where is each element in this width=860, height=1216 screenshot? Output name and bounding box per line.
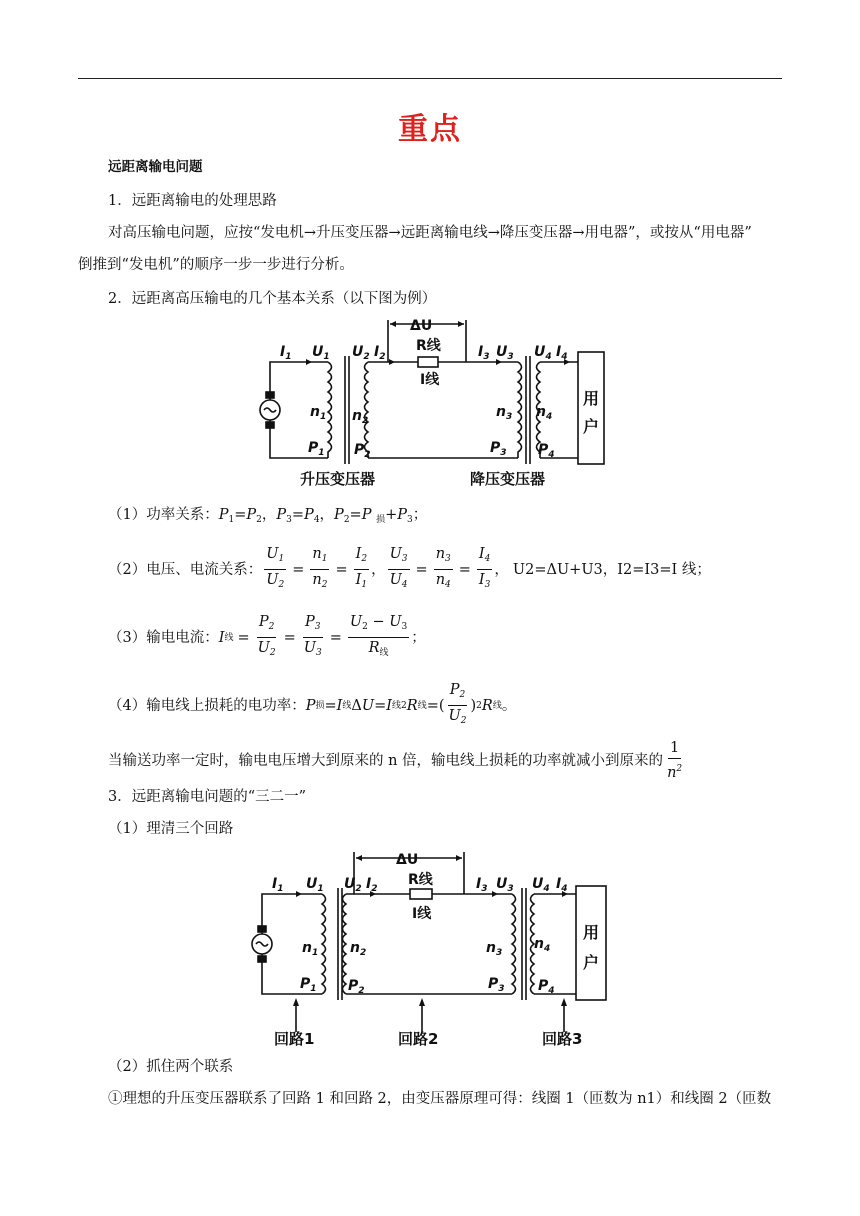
user-label-bottom: 户 [583,417,600,436]
svg-text:P4: $P_4$ [538,978,555,996]
svg-text:U3: $U_3$ [496,344,514,362]
loops-diagram [250,848,620,1048]
item3-heading: 3．远距离输电问题的“三二一” [108,789,307,805]
svg-text:U2: $U_2$ [352,344,370,362]
power-loss: （4）输电线上损耗的电功率： P 损 = I 线 Δ U = I 线 2 R 线 =( $\frac{P_2}{U_2}$ ) 2 R 线 。 [108,682,517,726]
item3-sub2: （2）抓住两个联系 [108,1059,234,1075]
transmission-diagram [250,316,610,492]
svg-text:n2: $n_2$ [352,408,369,426]
step-up-label: 升压变压器 [300,470,376,488]
loop-label-1: 回路1 [274,1030,315,1048]
svg-text:U3: $U_3$ [496,876,514,894]
item3-para: ①理想的升压变压器联系了回路 1 和回路 2，由变压器原理可得：线圈 1（匝数为 n1）和线圈 2（匝数 [108,1091,772,1107]
loop-label-3: 回路3 [542,1030,583,1048]
page-title: 重点 [398,112,462,147]
svg-text:U2: $U_2$ [344,876,362,894]
svg-text:P4: $P_4$ [538,442,555,460]
item3-sub1: （1）理清三个回路 [108,821,234,837]
svg-text:I4: $I_4$ [556,344,568,362]
svg-text:U1: $U_1$ [312,344,330,362]
svg-text:P2: $P_2$ [354,442,371,460]
delta-u-label-2: ΔU [396,852,419,868]
r-line-label-2: R线 [408,872,433,888]
conclusion: 当输送功率一定时，输电电压增大到原来的 n 倍，输电线上损耗的功率就减小到原来的 $\frac{1}{n^2}$ [108,740,683,781]
voltage-current-relation: （2）电压、电流关系： $\frac{U_1}{U_2}$ = $\frac{n_1}{n_2}$ = $\frac{I_2}{I_1}$ ， $\frac{U_3}{U_4}$ = $\frac{n_3}{n_4}$ = $\frac{I_4}{I_3}$ ， U2=ΔU+U3，I2=I3=I 线； [108,546,711,590]
delta-u-label: ΔU [410,318,433,334]
svg-text:n1: $n_1$ [310,404,327,422]
svg-text:U4: $U_4$ [532,876,550,894]
power-relation: （1）功率关系：$P_1=P_2$，$P_3=P_4$，$P_2=P$ $_损+P_3$； [108,507,428,525]
svg-text:P1: $P_1$ [308,440,325,458]
svg-text:U1: $U_1$ [306,876,324,894]
svg-text:P1: $P_1$ [300,976,317,994]
item1-para-line2: 倒推到“发电机”的顺序一步一步进行分析。 [78,257,354,273]
svg-text:I2: $I_2$ [374,344,386,362]
header-rule [78,78,782,79]
svg-text:P2: $P_2$ [348,978,365,996]
svg-text:I2: $I_2$ [366,876,378,894]
svg-text:I1: $I_1$ [280,344,292,362]
r-line-label: R线 [416,338,441,354]
i-line-label-2: I线 [412,906,432,922]
user-label-top: 用 [583,389,600,408]
item1-para-line1: 对高压输电问题，应按“发电机→升压变压器→远距离输电线→降压变压器→用电器”，或按从“用电器” [108,225,752,241]
item1-heading: 1．远距离输电的处理思路 [108,193,277,209]
svg-text:I3: $I_3$ [476,876,488,894]
user-label-bottom-2: 户 [583,953,600,972]
svg-text:I1: $I_1$ [272,876,284,894]
svg-text:n3: $n_3$ [496,404,513,422]
transmission-current: （3）输电电流： I 线 = $\frac{P_2}{U_2}$ = $\frac{P_3}{U_3}$ = $\frac{U_2 - U_3}{R_线}$ ； [108,614,426,658]
i-line-label: I线 [420,372,440,388]
svg-text:P3: $P_3$ [490,440,507,458]
svg-text:n2: $n_2$ [350,940,367,958]
svg-text:n1: $n_1$ [302,940,319,958]
svg-text:I4: $I_4$ [556,876,568,894]
user-label-top-2: 用 [583,923,600,942]
svg-text:U4: $U_4$ [534,344,552,362]
svg-text:n4: $n_4$ [534,936,551,954]
section-heading: 远距离输电问题 [108,159,203,175]
svg-text:n3: $n_3$ [486,940,503,958]
step-down-label: 降压变压器 [470,470,546,488]
svg-text:P3: $P_3$ [488,976,505,994]
svg-text:n4: $n_4$ [536,404,553,422]
loop-label-2: 回路2 [398,1030,439,1048]
svg-text:I3: $I_3$ [478,344,490,362]
item2-heading: 2．远距离高压输电的几个基本关系（以下图为例） [108,291,437,307]
